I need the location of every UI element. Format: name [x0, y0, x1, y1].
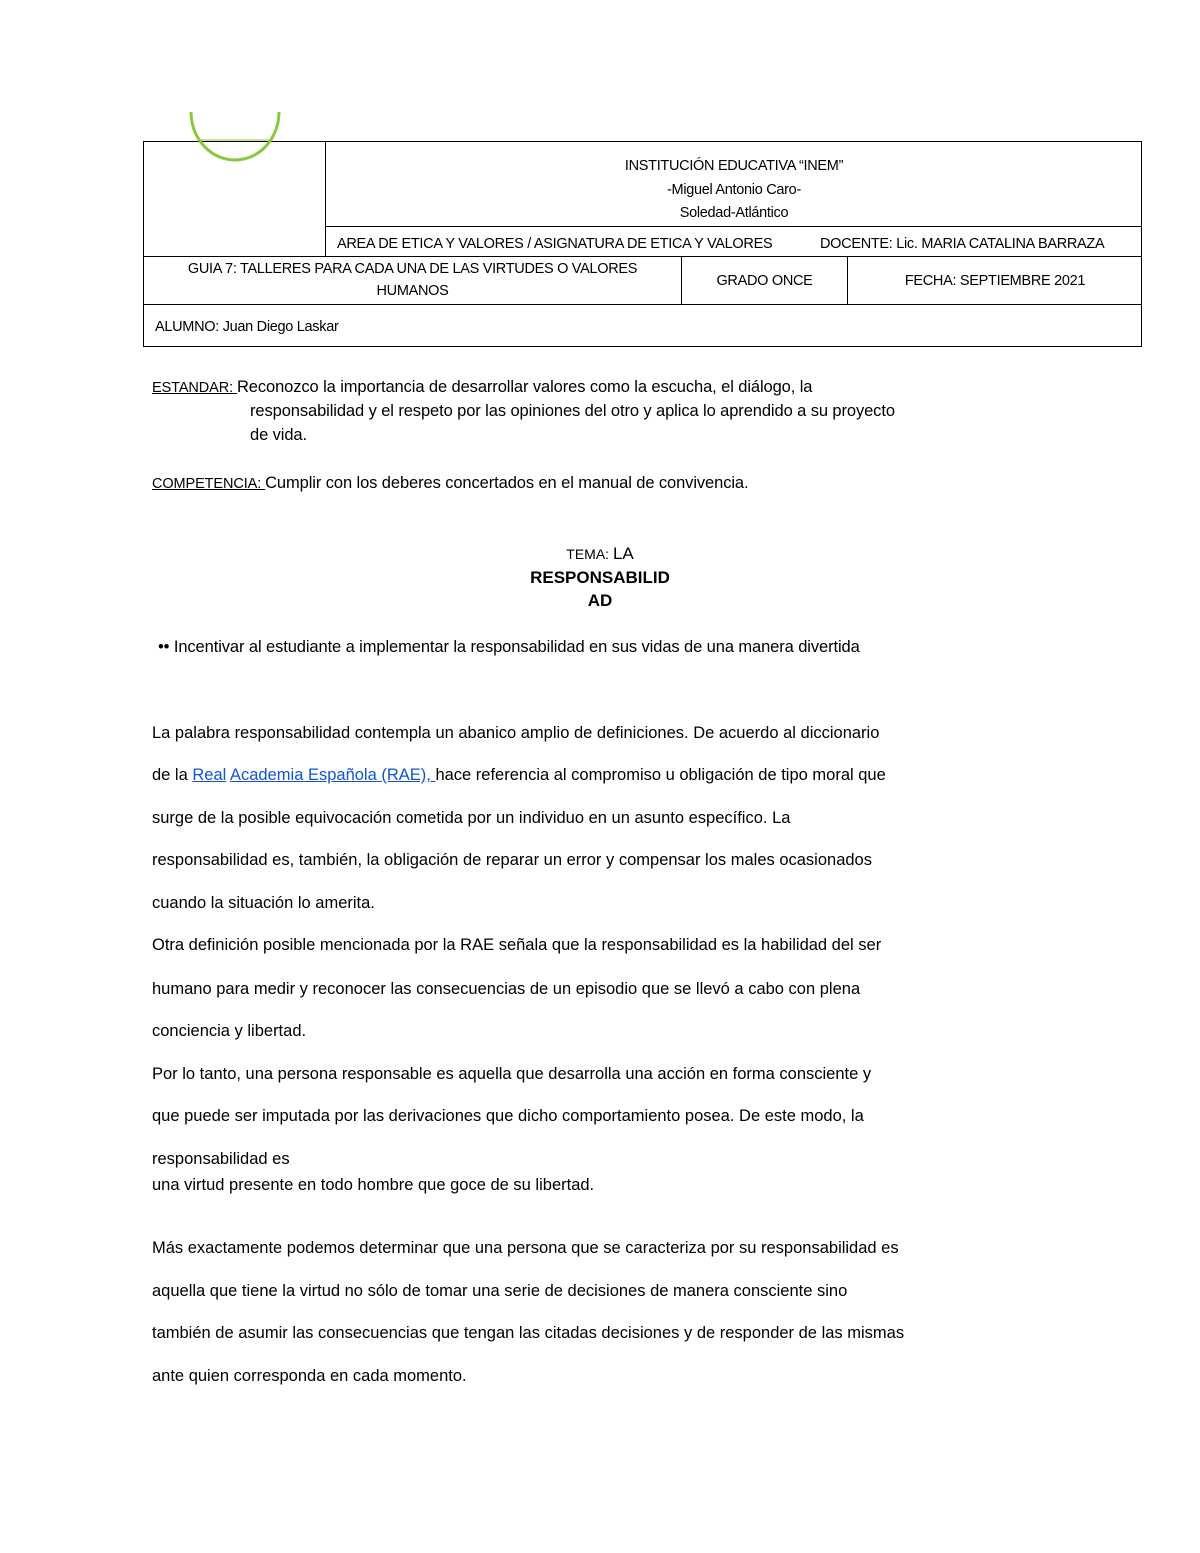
header-table	[143, 141, 1142, 347]
competence-label: COMPETENCIA:	[152, 476, 266, 492]
rae-link-real[interactable]: Real	[192, 766, 227, 784]
p3-line2: que puede ser imputada por las derivaciones que dicho comportamiento posea. De este modo, la	[152, 1107, 864, 1125]
p3-line3: responsabilidad es	[152, 1150, 290, 1168]
institution-location: Soledad-Atlántico	[679, 205, 789, 221]
p1-line4: responsabilidad es, también, la obligación de reparar un error y compensar los males ocasionados	[152, 851, 872, 869]
p1-line1: La palabra responsabilidad contempla un abanico amplio de definiciones. De acuerdo al diccionario	[152, 724, 880, 742]
p1-line2: de la Real Academia Española (RAE), hace referencia al compromiso u obligación de tipo moral que	[152, 766, 886, 784]
standard-line1: ESTANDAR: Reconozco la importancia de desarrollar valores como la escucha, el diálogo, la	[152, 378, 813, 396]
rae-link-academia[interactable]: Academia Española (RAE),	[230, 766, 436, 784]
p4-line4: ante quien corresponda en cada momento.	[152, 1367, 467, 1385]
standard-label: ESTANDAR:	[152, 380, 237, 396]
bullet-icon: ••	[158, 638, 170, 656]
institution-name: INSTITUCIÓN EDUCATIVA “INEM”	[624, 158, 844, 174]
p2-line1: Otra definición posible mencionada por la RAE señala que la responsabilidad es la habilidad del ser	[152, 936, 882, 954]
topic-title: TEMA: LA RESPONSABILID AD	[530, 544, 670, 610]
date-label: FECHA: SEPTIEMBRE 2021	[904, 273, 1086, 289]
p1-line3: surge de la posible equivocación cometida por un individuo en un asunto específico. La	[152, 809, 791, 827]
grade-label: GRADO ONCE	[716, 273, 813, 289]
p1-line5: cuando la situación lo amerita.	[152, 894, 375, 912]
p2-line3: conciencia y libertad.	[152, 1022, 307, 1040]
p4-line2: aquella que tiene la virtud no sólo de tomar una serie de decisiones de manera consciente sino	[152, 1282, 848, 1300]
institution-subtitle: -Miguel Antonio Caro-	[667, 182, 801, 198]
teacher-name: DOCENTE: Lic. MARIA CATALINA BARRAZA	[820, 236, 1105, 252]
school-logo-icon	[188, 112, 282, 162]
p3-line4: una virtud presente en todo hombre que goce de su libertad.	[152, 1176, 595, 1194]
standard-line3: de vida.	[250, 426, 307, 444]
guide-title: GUIA 7: TALLERES PARA CADA UNA DE LAS VIRTUDES O VALORES HUMANOS	[187, 261, 638, 299]
competence: COMPETENCIA: Cumplir con los deberes concertados en el manual de convivencia.	[152, 474, 749, 492]
subject-area: AREA DE ETICA Y VALORES / ASIGNATURA DE ETICA Y VALORES	[337, 236, 773, 252]
p2-line2: humano para medir y reconocer las consecuencias de un episodio que se llevó a cabo con plena	[152, 980, 861, 998]
p3-line1: Por lo tanto, una persona responsable es aquella que desarrolla una acción en forma consciente y	[152, 1065, 872, 1083]
student-name: ALUMNO: Juan Diego Laskar	[155, 319, 339, 335]
p4-line3: también de asumir las consecuencias que tengan las citadas decisiones y de responder de las mismas	[152, 1324, 905, 1342]
objective-item: •• Incentivar al estudiante a implementar la responsabilidad en sus vidas de una manera divertida	[158, 638, 860, 656]
standard-line2: responsabilidad y el respeto por las opiniones del otro y aplica lo aprendido a su proyecto	[250, 402, 895, 420]
p4-line1: Más exactamente podemos determinar que una persona que se caracteriza por su responsabilidad es	[152, 1239, 899, 1257]
